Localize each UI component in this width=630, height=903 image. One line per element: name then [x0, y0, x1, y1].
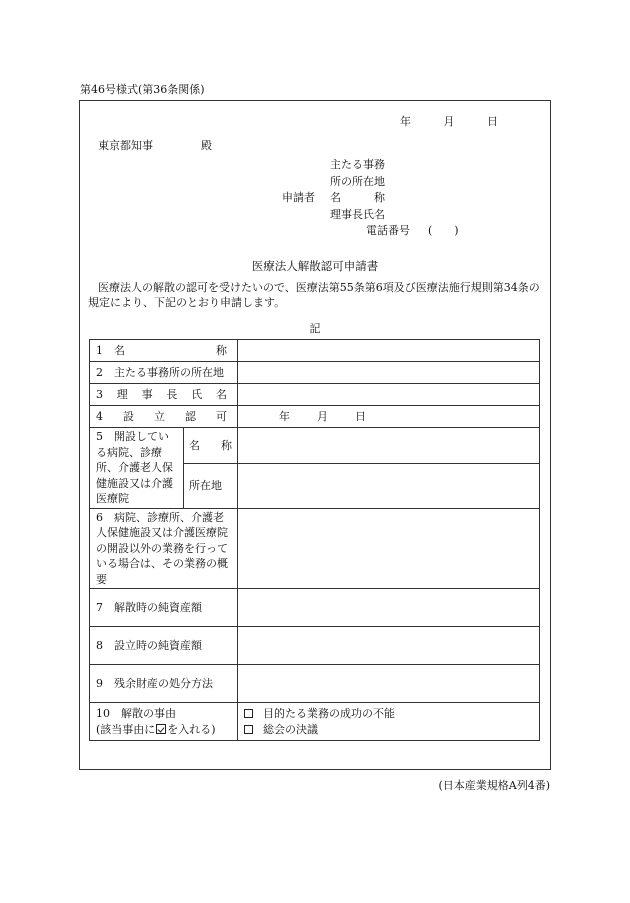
table-row — [90, 340, 540, 362]
row4-label — [90, 406, 238, 428]
addressee-honorific: 殿 — [201, 139, 212, 152]
row3-char: 理 — [116, 388, 128, 401]
paper-size-note: (日本産業規格A列4番) — [438, 779, 550, 792]
row1-num: 1 — [96, 344, 103, 357]
row10-options — [238, 703, 540, 741]
row4-month: 月 — [317, 410, 328, 423]
row9-value[interactable] — [238, 665, 540, 703]
date-month-label: 月 — [443, 115, 455, 128]
row6-value[interactable] — [238, 508, 540, 589]
option2-checkbox[interactable] — [244, 725, 253, 734]
row3-char: 長 — [166, 388, 178, 401]
name-label-b: 称 — [374, 191, 385, 204]
row4-char: 立 — [154, 410, 165, 423]
option1-label: 目的たる業務の成功の不能 — [263, 706, 395, 720]
table-row — [90, 703, 540, 741]
row3-char: 事 — [141, 388, 153, 401]
row5-location-label: 所在地 — [184, 464, 238, 509]
date-year-label: 年 — [400, 115, 411, 128]
document-title: 医療法人解散認可申請書 — [251, 259, 379, 273]
row5-name-value[interactable] — [238, 428, 540, 464]
row10-label-pre: (該当事由に — [96, 722, 156, 736]
row5-name-b: 称 — [221, 439, 232, 452]
row6-label: 6 病院、診療所、介護老人保健施設又は介護医療院の開設以外の業務を行っている場合は、その業務の概要 — [90, 508, 238, 589]
option2-label: 総会の決議 — [263, 722, 318, 736]
row4-day: 日 — [355, 410, 366, 423]
row4-num: 4 — [96, 410, 103, 423]
option2-row[interactable] — [244, 722, 533, 738]
phone-paren: ( ) — [428, 224, 459, 237]
row5-name-a: 名 — [189, 439, 200, 452]
row1-char-a: 名 — [114, 344, 125, 357]
row8-label: 8 設立時の純資産額 — [90, 627, 238, 665]
addressee-name: 東京都知事 — [98, 139, 153, 152]
row1-label — [90, 340, 238, 362]
row10-label-post: を入れる) — [167, 722, 216, 736]
row4-char: 設 — [123, 410, 134, 423]
chair-name-label: 理事長氏名 — [330, 207, 385, 221]
row7-label: 7 解散時の純資産額 — [90, 589, 238, 627]
table-row — [90, 589, 540, 627]
table-row — [90, 362, 540, 384]
applicant-label: 申請者 — [282, 191, 315, 204]
row7-value[interactable] — [238, 589, 540, 627]
row3-num: 3 — [96, 388, 103, 401]
row4-value[interactable] — [238, 406, 540, 428]
date-line — [400, 113, 520, 129]
row2-value[interactable] — [238, 362, 540, 384]
table-row — [90, 508, 540, 589]
row4-char: 認 — [185, 410, 196, 423]
table-row — [90, 665, 540, 703]
row3-char: 名 — [215, 388, 227, 401]
row1-value[interactable] — [238, 340, 540, 362]
row4-char: 可 — [216, 410, 227, 423]
option1-row[interactable] — [244, 706, 533, 722]
row3-label — [90, 384, 238, 406]
row1-char-b: 称 — [216, 344, 227, 357]
phone-row — [282, 223, 459, 240]
table-row — [90, 406, 540, 428]
row3-value[interactable] — [238, 384, 540, 406]
checkmark-box-icon — [156, 724, 166, 734]
office-label-line2: 所の所在地 — [330, 174, 385, 188]
table-row — [90, 428, 540, 464]
row3-char: 氏 — [191, 388, 203, 401]
date-day-label: 日 — [487, 115, 498, 128]
applicant-name-row — [282, 190, 459, 207]
form-number-label: 第46号様式(第36条関係) — [80, 83, 205, 96]
row10-label-line2 — [96, 722, 231, 738]
row5-name-label — [184, 428, 238, 464]
row5-label: 5 開設している病院、診療所、介護老人保健施設又は介護医療院 — [90, 428, 184, 509]
name-label-a: 名 — [330, 191, 341, 204]
row10-label-line1: 10 解散の事由 — [96, 706, 176, 720]
table-row — [90, 627, 540, 665]
applicant-block — [282, 157, 459, 240]
row10-label — [90, 703, 238, 741]
row8-value[interactable] — [238, 627, 540, 665]
row5-location-value[interactable] — [238, 464, 540, 509]
application-statement: 医療法人の解散の認可を受けたいので、医療法第55条第6項及び医療法施行規則第34条の規定により、下記のとおり申請します。 — [88, 281, 540, 309]
option1-checkbox[interactable] — [244, 709, 253, 718]
table-row — [90, 384, 540, 406]
row9-label: 9 残余財産の処分方法 — [90, 665, 238, 703]
phone-label: 電話番号 — [366, 224, 410, 237]
items-table — [89, 339, 540, 741]
row2-label: 2 主たる事務所の所在地 — [90, 362, 238, 384]
office-label-line1: 主たる事務 — [330, 158, 385, 171]
ki-heading: 記 — [309, 322, 321, 335]
row4-year: 年 — [279, 410, 290, 423]
